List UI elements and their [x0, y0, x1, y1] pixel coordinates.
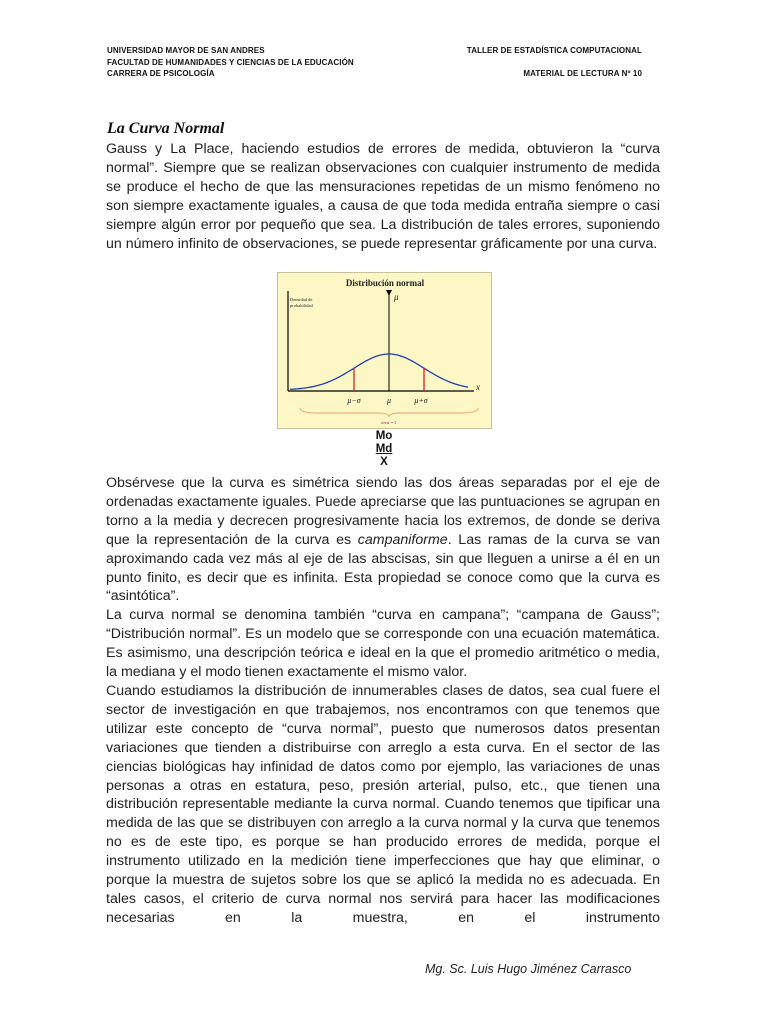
tick-mu-minus-sigma: μ−σ	[347, 396, 361, 405]
tick-mu-plus-sigma: μ+σ	[414, 396, 428, 405]
y-axis-label-2: probabilidad	[290, 303, 313, 308]
y-axis-label-1: Densidad de	[290, 297, 313, 302]
area-label: área = 1	[381, 420, 397, 425]
paragraph-applications: Cuando estudiamos la distribución de innumerables clases de datos, sea cual fuere el sector de investigación en que trabajemos, nos encontramos con que tenemos que utilizar este concepto de “curva normal”, puesto que numerosos datos presentan variaciones que tienden a distribuirse con arreglo a esta curva. En el sector de las ciencias biológicas hay infinidad de datos como por ejemplo, las variaciones de unas personas a otras en estatura, peso, presión arterial, pulso, etc., que tienen una distribución representable mediante la curva normal. Cuando tenemos que tipificar una medida de las que se distribuyen con arreglo a la curva normal y la curva que tenemos no es de este tipo, es porque se han producido errores de medida, porque el instrumento utilizado en la medición tiene imperfecciones que hay que eliminar, o porque la muestra de sujetos sobre los que se aplicó la medida no es adecuada. En tales casos, el criterio de curva normal nos servirá para hacer las modificaciones necesarias en la muestra, en el instrumento	[106, 682, 660, 926]
median-label: Md	[375, 443, 393, 455]
mean-label: X	[380, 456, 388, 468]
tick-mu: μ	[386, 396, 392, 405]
paragraph-symmetry	[106, 474, 660, 606]
header-course: TALLER DE ESTADÍSTICA COMPUTACIONAL	[466, 46, 642, 55]
paragraph-symmetry-end: . Las ramas de la curva se van aproximando cada vez más al eje de las abscisas, sin que lleguen a unirse a él en un punto finito, es decir que es infinita. Esta propiedad se conoce como que la curva es “asintótica”.	[106, 531, 660, 605]
normal-distribution-chart	[278, 273, 491, 428]
mu-top-label: μ	[394, 292, 399, 302]
page-header	[107, 45, 642, 80]
header-faculty: FACULTAD DE HUMANIDADES Y CIENCIAS DE LA EDUCACIÓN	[107, 57, 354, 67]
intro-paragraph	[106, 140, 660, 253]
author-signature: Mg. Sc. Luis Hugo Jiménez Carrasco	[425, 962, 632, 976]
intro-text: Gauss y La Place, haciendo estudios de errores de medida, obtuvieron la “curva normal”. Siempre que se realizan observaciones con cualquier instrumento de medida se produce el hecho de que las mensuraciones repetidas de un mismo fenómeno no son siempre exactamente iguales, a causa de que toda medida entraña siempre o casi siempre algún error por pequeño que sea. La distribución de tales errores, suponiendo un número infinito de observaciones, se puede representar gráficamente por una curva.	[106, 141, 660, 252]
paragraph-names: La curva normal se denomina también “curva en campana”; “campana de Gauss”; “Distribución normal”. Es un modelo que se corresponde con una ecuación matemática. Es asimismo, una descripción teórica e ideal en la que el promedio aritmético o media, la mediana y el modo tienen exactamente el mismo valor.	[106, 607, 660, 681]
paragraph-symmetry-start: Obsérvese que la curva es simétrica siendo las dos áreas separadas por el eje de ordenadas exactamente iguales. Puede apreciarse que las puntuaciones se agrupan en torno a la media y decrecen progresivamente hacia los extremos, de donde se deriva que la representación de la curva es	[106, 475, 660, 548]
header-material: MATERIAL DE LECTURA Nº 10	[523, 69, 642, 78]
mode-label: Mo	[375, 430, 393, 442]
body-text	[106, 474, 660, 928]
area-brace	[300, 408, 478, 417]
chart-title: Distribución normal	[345, 278, 425, 288]
x-axis-label: x	[476, 382, 480, 392]
normal-distribution-figure	[277, 272, 492, 429]
section-title: La Curva Normal	[107, 120, 225, 137]
central-measures	[364, 430, 404, 469]
campaniforme-term: campaniforme	[357, 531, 448, 548]
header-university: UNIVERSIDAD MAYOR DE SAN ANDRES	[107, 46, 265, 55]
header-career: CARRERA DE PSICOLOGÍA	[107, 69, 215, 78]
normal-curve	[290, 354, 468, 389]
